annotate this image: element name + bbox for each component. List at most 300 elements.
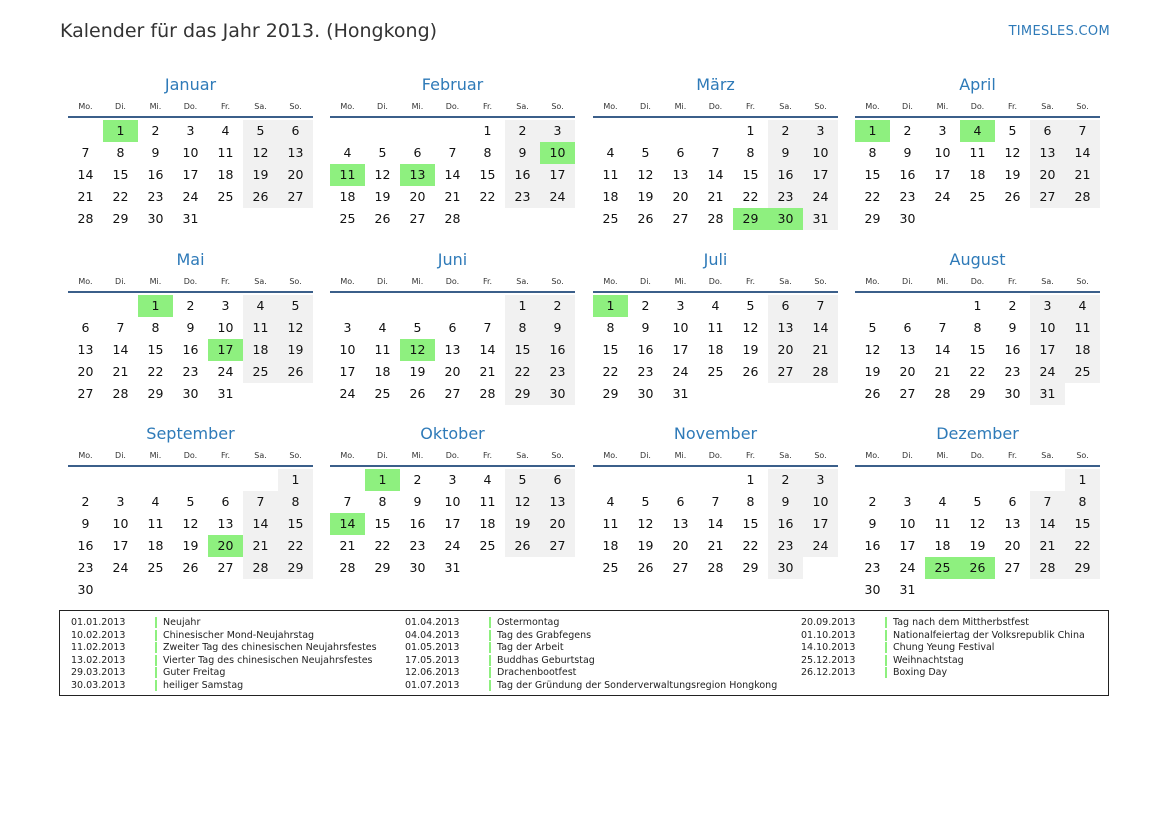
day-cell[interactable]: 2 — [186, 298, 195, 313]
day-cell[interactable]: 27 — [540, 535, 575, 557]
day-cell[interactable]: 23 — [505, 186, 540, 208]
day-cell[interactable]: 4 — [243, 295, 278, 317]
day-cell[interactable]: 4 — [1065, 295, 1100, 317]
day-cell[interactable]: 15 — [112, 167, 129, 182]
day-cell[interactable]: 11 — [217, 145, 234, 160]
day-cell[interactable]: 13 — [217, 516, 234, 531]
day-cell[interactable]: 13 — [540, 491, 575, 513]
day-cell[interactable]: 1 — [483, 123, 492, 138]
day-cell[interactable]: 13 — [672, 516, 689, 531]
day-cell[interactable]: 31 — [899, 582, 916, 597]
day-cell[interactable]: 3 — [116, 494, 125, 509]
day-cell[interactable]: 30 — [768, 557, 803, 579]
day-cell[interactable]: 15 — [278, 513, 313, 535]
day-cell[interactable]: 15 — [742, 516, 759, 531]
day-cell[interactable]: 13 — [899, 342, 916, 357]
day-cell[interactable]: 28 — [479, 386, 496, 401]
day-cell[interactable]: 7 — [803, 295, 838, 317]
day-cell[interactable]: 20 — [1004, 538, 1021, 553]
day-cell[interactable]: 23 — [182, 364, 199, 379]
day-cell[interactable]: 20 — [278, 164, 313, 186]
day-cell[interactable]: 1 — [278, 469, 313, 491]
day-cell[interactable]: 9 — [1008, 320, 1017, 335]
day-cell[interactable]: 26 — [182, 560, 199, 575]
day-cell[interactable]: 21 — [803, 339, 838, 361]
day-cell[interactable]: 30 — [409, 560, 426, 575]
day-cell[interactable]: 25 — [217, 189, 234, 204]
day-cell[interactable]: 14 — [707, 167, 724, 182]
day-cell[interactable]: 15 — [1065, 513, 1100, 535]
day-cell[interactable]: 13 — [672, 167, 689, 182]
day-cell[interactable]: 14 — [444, 167, 461, 182]
day-cell[interactable]: 15 — [479, 167, 496, 182]
day-cell[interactable]: 29 — [1065, 557, 1100, 579]
day-cell[interactable]: 24 — [672, 364, 689, 379]
day-cell[interactable]: 27 — [444, 386, 461, 401]
day-cell[interactable]: 26 — [1004, 189, 1021, 204]
day-cell[interactable]: 1 — [593, 295, 628, 317]
day-cell[interactable]: 14 — [707, 516, 724, 531]
day-cell[interactable]: 4 — [343, 145, 352, 160]
day-cell[interactable]: 8 — [278, 491, 313, 513]
day-cell[interactable]: 3 — [1030, 295, 1065, 317]
day-cell[interactable]: 1 — [855, 120, 890, 142]
day-cell[interactable]: 28 — [339, 560, 356, 575]
day-cell[interactable]: 19 — [505, 513, 540, 535]
day-cell[interactable]: 12 — [1004, 145, 1021, 160]
day-cell[interactable]: 9 — [81, 516, 90, 531]
day-cell[interactable]: 26 — [278, 361, 313, 383]
day-cell[interactable]: 13 — [768, 317, 803, 339]
day-cell[interactable]: 28 — [707, 211, 724, 226]
day-cell[interactable]: 7 — [116, 320, 125, 335]
day-cell[interactable]: 26 — [637, 560, 654, 575]
day-cell[interactable]: 20 — [672, 189, 689, 204]
day-cell[interactable]: 4 — [151, 494, 160, 509]
day-cell[interactable]: 3 — [448, 472, 457, 487]
day-cell[interactable]: 13 — [77, 342, 94, 357]
day-cell[interactable]: 16 — [409, 516, 426, 531]
day-cell[interactable]: 31 — [444, 560, 461, 575]
day-cell[interactable]: 5 — [378, 145, 387, 160]
day-cell[interactable]: 16 — [637, 342, 654, 357]
day-cell[interactable]: 16 — [864, 538, 881, 553]
day-cell[interactable]: 18 — [339, 189, 356, 204]
day-cell[interactable]: 20 — [208, 535, 243, 557]
day-cell[interactable]: 7 — [1065, 120, 1100, 142]
day-cell[interactable]: 8 — [1065, 491, 1100, 513]
day-cell[interactable]: 13 — [278, 142, 313, 164]
day-cell[interactable]: 2 — [768, 120, 803, 142]
day-cell[interactable]: 28 — [803, 361, 838, 383]
day-cell[interactable]: 31 — [803, 208, 838, 230]
day-cell[interactable]: 30 — [899, 211, 916, 226]
day-cell[interactable]: 16 — [768, 513, 803, 535]
day-cell[interactable]: 6 — [448, 320, 457, 335]
day-cell[interactable]: 9 — [540, 317, 575, 339]
day-cell[interactable]: 14 — [1030, 513, 1065, 535]
day-cell[interactable]: 3 — [938, 123, 947, 138]
day-cell[interactable]: 10 — [112, 516, 129, 531]
day-cell[interactable]: 25 — [1065, 361, 1100, 383]
day-cell[interactable]: 25 — [147, 560, 164, 575]
day-cell[interactable]: 5 — [641, 494, 650, 509]
day-cell[interactable]: 2 — [641, 298, 650, 313]
day-cell[interactable]: 8 — [116, 145, 125, 160]
day-cell[interactable]: 24 — [899, 560, 916, 575]
day-cell[interactable]: 18 — [707, 342, 724, 357]
day-cell[interactable]: 17 — [803, 513, 838, 535]
day-cell[interactable]: 14 — [243, 513, 278, 535]
day-cell[interactable]: 28 — [77, 211, 94, 226]
day-cell[interactable]: 5 — [1008, 123, 1017, 138]
day-cell[interactable]: 27 — [409, 211, 426, 226]
day-cell[interactable]: 29 — [147, 386, 164, 401]
day-cell[interactable]: 19 — [742, 342, 759, 357]
day-cell[interactable]: 27 — [278, 186, 313, 208]
day-cell[interactable]: 27 — [768, 361, 803, 383]
day-cell[interactable]: 21 — [1030, 535, 1065, 557]
day-cell[interactable]: 28 — [707, 560, 724, 575]
day-cell[interactable]: 12 — [243, 142, 278, 164]
day-cell[interactable]: 9 — [413, 494, 422, 509]
day-cell[interactable]: 16 — [77, 538, 94, 553]
day-cell[interactable]: 24 — [217, 364, 234, 379]
day-cell[interactable]: 22 — [505, 361, 540, 383]
day-cell[interactable]: 18 — [243, 339, 278, 361]
day-cell[interactable]: 17 — [803, 164, 838, 186]
day-cell[interactable]: 11 — [243, 317, 278, 339]
day-cell[interactable]: 11 — [707, 320, 724, 335]
site-link[interactable]: TIMESLES.COM — [1008, 24, 1110, 39]
day-cell[interactable]: 31 — [672, 386, 689, 401]
day-cell[interactable]: 3 — [903, 494, 912, 509]
day-cell[interactable]: 23 — [409, 538, 426, 553]
day-cell[interactable]: 10 — [934, 145, 951, 160]
day-cell[interactable]: 4 — [606, 494, 615, 509]
day-cell[interactable]: 25 — [479, 538, 496, 553]
day-cell[interactable]: 20 — [540, 513, 575, 535]
day-cell[interactable]: 7 — [711, 494, 720, 509]
day-cell[interactable]: 14 — [1065, 142, 1100, 164]
day-cell[interactable]: 4 — [378, 320, 387, 335]
day-cell[interactable]: 9 — [768, 491, 803, 513]
day-cell[interactable]: 20 — [672, 538, 689, 553]
day-cell[interactable]: 17 — [934, 167, 951, 182]
day-cell[interactable]: 17 — [540, 164, 575, 186]
day-cell[interactable]: 13 — [1030, 142, 1065, 164]
day-cell[interactable]: 5 — [278, 295, 313, 317]
day-cell[interactable]: 19 — [182, 538, 199, 553]
day-cell[interactable]: 2 — [1008, 298, 1017, 313]
day-cell[interactable]: 19 — [637, 189, 654, 204]
day-cell[interactable]: 26 — [960, 557, 995, 579]
day-cell[interactable]: 14 — [479, 342, 496, 357]
day-cell[interactable]: 22 — [479, 189, 496, 204]
day-cell[interactable]: 23 — [899, 189, 916, 204]
day-cell[interactable]: 8 — [746, 494, 755, 509]
day-cell[interactable]: 17 — [444, 516, 461, 531]
day-cell[interactable]: 13 — [1004, 516, 1021, 531]
day-cell[interactable]: 11 — [1065, 317, 1100, 339]
day-cell[interactable]: 7 — [711, 145, 720, 160]
day-cell[interactable]: 9 — [868, 516, 877, 531]
day-cell[interactable]: 24 — [803, 535, 838, 557]
day-cell[interactable]: 10 — [540, 142, 575, 164]
day-cell[interactable]: 30 — [768, 208, 803, 230]
day-cell[interactable]: 14 — [112, 342, 129, 357]
day-cell[interactable]: 17 — [182, 167, 199, 182]
day-cell[interactable]: 21 — [339, 538, 356, 553]
day-cell[interactable]: 22 — [374, 538, 391, 553]
day-cell[interactable]: 12 — [182, 516, 199, 531]
day-cell[interactable]: 5 — [186, 494, 195, 509]
day-cell[interactable]: 23 — [768, 186, 803, 208]
day-cell[interactable]: 30 — [540, 383, 575, 405]
day-cell[interactable]: 19 — [243, 164, 278, 186]
day-cell[interactable]: 11 — [602, 516, 619, 531]
day-cell[interactable]: 3 — [803, 120, 838, 142]
day-cell[interactable]: 18 — [602, 538, 619, 553]
day-cell[interactable]: 19 — [409, 364, 426, 379]
day-cell[interactable]: 8 — [606, 320, 615, 335]
day-cell[interactable]: 10 — [182, 145, 199, 160]
day-cell[interactable]: 5 — [505, 469, 540, 491]
day-cell[interactable]: 28 — [1065, 186, 1100, 208]
day-cell[interactable]: 22 — [147, 364, 164, 379]
day-cell[interactable]: 11 — [969, 145, 986, 160]
day-cell[interactable]: 3 — [803, 469, 838, 491]
day-cell[interactable]: 21 — [77, 189, 94, 204]
day-cell[interactable]: 22 — [602, 364, 619, 379]
day-cell[interactable]: 20 — [444, 364, 461, 379]
day-cell[interactable]: 7 — [243, 491, 278, 513]
day-cell[interactable]: 29 — [112, 211, 129, 226]
day-cell[interactable]: 29 — [969, 386, 986, 401]
day-cell[interactable]: 20 — [899, 364, 916, 379]
day-cell[interactable]: 11 — [147, 516, 164, 531]
day-cell[interactable]: 21 — [1065, 164, 1100, 186]
day-cell[interactable]: 29 — [602, 386, 619, 401]
day-cell[interactable]: 22 — [742, 538, 759, 553]
day-cell[interactable]: 30 — [147, 211, 164, 226]
day-cell[interactable]: 9 — [505, 142, 540, 164]
day-cell[interactable]: 6 — [1008, 494, 1017, 509]
day-cell[interactable]: 1 — [505, 295, 540, 317]
day-cell[interactable]: 6 — [676, 494, 685, 509]
day-cell[interactable]: 20 — [768, 339, 803, 361]
day-cell[interactable]: 11 — [602, 167, 619, 182]
day-cell[interactable]: 25 — [925, 557, 960, 579]
day-cell[interactable]: 6 — [413, 145, 422, 160]
day-cell[interactable]: 19 — [278, 339, 313, 361]
day-cell[interactable]: 1 — [973, 298, 982, 313]
day-cell[interactable]: 5 — [413, 320, 422, 335]
day-cell[interactable]: 12 — [278, 317, 313, 339]
day-cell[interactable]: 18 — [969, 167, 986, 182]
day-cell[interactable]: 10 — [803, 142, 838, 164]
day-cell[interactable]: 15 — [864, 167, 881, 182]
day-cell[interactable]: 3 — [540, 120, 575, 142]
day-cell[interactable]: 23 — [1004, 364, 1021, 379]
day-cell[interactable]: 15 — [374, 516, 391, 531]
day-cell[interactable]: 19 — [969, 538, 986, 553]
day-cell[interactable]: 3 — [343, 320, 352, 335]
day-cell[interactable]: 8 — [378, 494, 387, 509]
day-cell[interactable]: 6 — [540, 469, 575, 491]
day-cell[interactable]: 25 — [374, 386, 391, 401]
day-cell[interactable]: 31 — [182, 211, 199, 226]
day-cell[interactable]: 30 — [1004, 386, 1021, 401]
day-cell[interactable]: 24 — [112, 560, 129, 575]
day-cell[interactable]: 15 — [147, 342, 164, 357]
day-cell[interactable]: 11 — [934, 516, 951, 531]
day-cell[interactable]: 17 — [899, 538, 916, 553]
day-cell[interactable]: 6 — [1030, 120, 1065, 142]
day-cell[interactable]: 24 — [540, 186, 575, 208]
day-cell[interactable]: 27 — [1004, 560, 1021, 575]
day-cell[interactable]: 30 — [637, 386, 654, 401]
day-cell[interactable]: 8 — [746, 145, 755, 160]
day-cell[interactable]: 4 — [938, 494, 947, 509]
day-cell[interactable]: 2 — [868, 494, 877, 509]
day-cell[interactable]: 12 — [400, 339, 435, 361]
day-cell[interactable]: 22 — [864, 189, 881, 204]
day-cell[interactable]: 27 — [217, 560, 234, 575]
day-cell[interactable]: 12 — [742, 320, 759, 335]
day-cell[interactable]: 31 — [217, 386, 234, 401]
day-cell[interactable]: 26 — [505, 535, 540, 557]
day-cell[interactable]: 3 — [676, 298, 685, 313]
day-cell[interactable]: 8 — [483, 145, 492, 160]
day-cell[interactable]: 30 — [864, 582, 881, 597]
day-cell[interactable]: 17 — [339, 364, 356, 379]
day-cell[interactable]: 18 — [147, 538, 164, 553]
day-cell[interactable]: 22 — [1065, 535, 1100, 557]
day-cell[interactable]: 16 — [899, 167, 916, 182]
day-cell[interactable]: 25 — [969, 189, 986, 204]
day-cell[interactable]: 2 — [903, 123, 912, 138]
day-cell[interactable]: 24 — [444, 538, 461, 553]
day-cell[interactable]: 2 — [151, 123, 160, 138]
day-cell[interactable]: 19 — [864, 364, 881, 379]
day-cell[interactable]: 19 — [1004, 167, 1021, 182]
day-cell[interactable]: 24 — [934, 189, 951, 204]
day-cell[interactable]: 16 — [505, 164, 540, 186]
day-cell[interactable]: 8 — [868, 145, 877, 160]
day-cell[interactable]: 23 — [540, 361, 575, 383]
day-cell[interactable]: 29 — [505, 383, 540, 405]
day-cell[interactable]: 25 — [602, 211, 619, 226]
day-cell[interactable]: 5 — [746, 298, 755, 313]
day-cell[interactable]: 10 — [217, 320, 234, 335]
day-cell[interactable]: 15 — [505, 339, 540, 361]
day-cell[interactable]: 2 — [413, 472, 422, 487]
day-cell[interactable]: 28 — [112, 386, 129, 401]
day-cell[interactable]: 14 — [934, 342, 951, 357]
day-cell[interactable]: 4 — [960, 120, 995, 142]
day-cell[interactable]: 2 — [768, 469, 803, 491]
day-cell[interactable]: 1 — [103, 120, 138, 142]
day-cell[interactable]: 25 — [339, 211, 356, 226]
day-cell[interactable]: 22 — [742, 189, 759, 204]
day-cell[interactable]: 18 — [374, 364, 391, 379]
day-cell[interactable]: 18 — [1065, 339, 1100, 361]
day-cell[interactable]: 19 — [374, 189, 391, 204]
day-cell[interactable]: 28 — [934, 386, 951, 401]
day-cell[interactable]: 21 — [479, 364, 496, 379]
day-cell[interactable]: 26 — [243, 186, 278, 208]
day-cell[interactable]: 28 — [243, 557, 278, 579]
day-cell[interactable]: 7 — [343, 494, 352, 509]
day-cell[interactable]: 16 — [768, 164, 803, 186]
day-cell[interactable]: 25 — [707, 364, 724, 379]
day-cell[interactable]: 22 — [969, 364, 986, 379]
day-cell[interactable]: 7 — [81, 145, 90, 160]
day-cell[interactable]: 12 — [374, 167, 391, 182]
day-cell[interactable]: 25 — [243, 361, 278, 383]
day-cell[interactable]: 17 — [1030, 339, 1065, 361]
day-cell[interactable]: 5 — [641, 145, 650, 160]
day-cell[interactable]: 17 — [112, 538, 129, 553]
day-cell[interactable]: 27 — [672, 211, 689, 226]
day-cell[interactable]: 1 — [746, 472, 755, 487]
day-cell[interactable]: 12 — [505, 491, 540, 513]
day-cell[interactable]: 21 — [444, 189, 461, 204]
day-cell[interactable]: 10 — [672, 320, 689, 335]
day-cell[interactable]: 23 — [864, 560, 881, 575]
day-cell[interactable]: 29 — [864, 211, 881, 226]
day-cell[interactable]: 18 — [934, 538, 951, 553]
day-cell[interactable]: 6 — [676, 145, 685, 160]
day-cell[interactable]: 7 — [1030, 491, 1065, 513]
day-cell[interactable]: 24 — [1030, 361, 1065, 383]
day-cell[interactable]: 19 — [637, 538, 654, 553]
day-cell[interactable]: 26 — [374, 211, 391, 226]
day-cell[interactable]: 23 — [637, 364, 654, 379]
day-cell[interactable]: 12 — [969, 516, 986, 531]
day-cell[interactable]: 6 — [278, 120, 313, 142]
day-cell[interactable]: 25 — [602, 560, 619, 575]
day-cell[interactable]: 2 — [505, 120, 540, 142]
day-cell[interactable]: 5 — [868, 320, 877, 335]
day-cell[interactable]: 13 — [400, 164, 435, 186]
day-cell[interactable]: 21 — [243, 535, 278, 557]
day-cell[interactable]: 10 — [899, 516, 916, 531]
day-cell[interactable]: 24 — [339, 386, 356, 401]
day-cell[interactable]: 3 — [186, 123, 195, 138]
day-cell[interactable]: 2 — [540, 295, 575, 317]
day-cell[interactable]: 16 — [147, 167, 164, 182]
day-cell[interactable]: 12 — [637, 516, 654, 531]
day-cell[interactable]: 15 — [969, 342, 986, 357]
day-cell[interactable]: 6 — [81, 320, 90, 335]
day-cell[interactable]: 3 — [221, 298, 230, 313]
day-cell[interactable]: 1 — [746, 123, 755, 138]
day-cell[interactable]: 23 — [768, 535, 803, 557]
day-cell[interactable]: 23 — [77, 560, 94, 575]
day-cell[interactable]: 7 — [448, 145, 457, 160]
day-cell[interactable]: 13 — [444, 342, 461, 357]
day-cell[interactable]: 11 — [374, 342, 391, 357]
day-cell[interactable]: 1 — [365, 469, 400, 491]
day-cell[interactable]: 6 — [768, 295, 803, 317]
day-cell[interactable]: 26 — [742, 364, 759, 379]
day-cell[interactable]: 1 — [1065, 469, 1100, 491]
day-cell[interactable]: 12 — [637, 167, 654, 182]
day-cell[interactable]: 8 — [151, 320, 160, 335]
day-cell[interactable]: 1 — [138, 295, 173, 317]
